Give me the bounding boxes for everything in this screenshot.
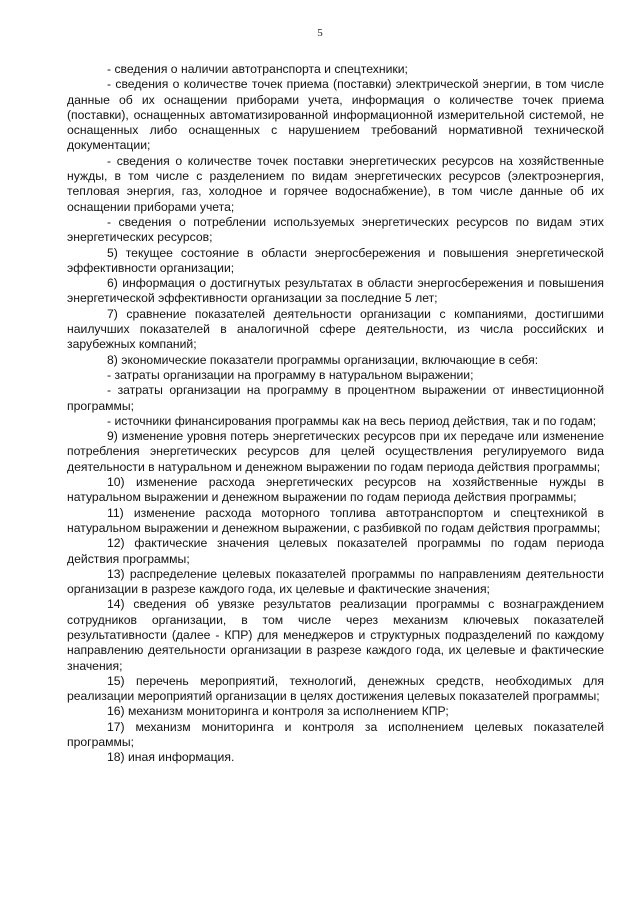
paragraph-resource-consumption: - сведения о потреблении используемых энергетических ресурсов по видам этих энергетических ресурсов;	[67, 214, 604, 245]
paragraph-item-16: 16) механизм мониторинга и контроля за исполнением КПР;	[107, 704, 449, 719]
paragraph-item-18: 18) иная информация.	[107, 750, 235, 765]
paragraph-item-13: 13) распределение целевых показателей программы по направлениям деятельности организации в разрезе каждого года, их целевые и фактические значения;	[67, 566, 604, 597]
paragraph-costs-natural: - затраты организации на программу в натуральном выражении;	[107, 367, 474, 382]
page-number: 5	[317, 27, 323, 39]
paragraph-item-15: 15) перечень мероприятий, технологий, денежных средств, необходимых для реализации мероприятий организации в целях достижения целевых показателей программы;	[67, 673, 604, 704]
paragraph-item-11: 11) изменение расхода моторного топлива автотранспортом и спецтехникой в натуральном выражении и денежном выражении, с разбивкой по годам действия программы;	[67, 505, 604, 535]
paragraph-item-14: 14) сведения об увязке результатов реализации программы с вознаграждением сотрудников организации, в том числе через механизм ключевых показателей результативности (далее - КПР) для менеджеров и структурных подразделений по каждому направлению деятельности организации в разрезе каждого года, их целевые и фактические значения;	[67, 597, 604, 673]
paragraph-item-8: 8) экономические показатели программы организации, включающие в себя:	[107, 352, 539, 367]
document-body	[67, 62, 604, 766]
paragraph-item-6: 6) информация о достигнутых результатах в области энергосбережения и повышения энергетической эффективности организации за последние 5 лет;	[67, 276, 604, 306]
paragraph-item-9: 9) изменение уровня потерь энергетических ресурсов при их передаче или изменение потребления энергетических ресурсов для целей осуществления регулируемого вида деятельности в натуральном и денежном выражении по годам периода действия программы;	[67, 429, 604, 474]
paragraph-electric-points: - сведения о количестве точек приема (поставки) электрической энергии, в том числе данные об их оснащении приборами учета, информация о количестве точек приема (поставки), оснащенных автоматизированной информационной измерительной системой, не оснащенных либо оснащенных с нарушением требований нормативной технической документации;	[67, 77, 604, 153]
paragraph-funding-sources: - источники финансирования программы как на весь период действия, так и по годам;	[107, 413, 597, 428]
paragraph-supply-points: - сведения о количестве точек поставки энергетических ресурсов на хозяйственные нужды, в том числе с разделением по видам энергетических ресурсов (электроэнергия, тепловая энергия, газ, холодное и горячее водоснабжение), в том числе данные об их оснащении приборами учета;	[67, 153, 604, 214]
paragraph-item-7: 7) сравнение показателей деятельности организации с компаниями, достигшими наилучших показателей в аналогичной сфере деятельности, из числа российских и зарубежных компаний;	[67, 306, 604, 352]
paragraph-transport: - сведения о наличии автотранспорта и спецтехники;	[107, 62, 408, 76]
paragraph-item-12: 12) фактические значения целевых показателей программы по годам периода действия программы;	[67, 536, 604, 566]
paragraph-costs-percent: - затраты организации на программу в процентном выражении от инвестиционной программы;	[67, 383, 604, 413]
paragraph-item-5: 5) текущее состояние в области энергосбережения и повышения энергетической эффективности организации;	[67, 245, 604, 275]
paragraph-item-17: 17) механизм мониторинга и контроля за исполнением целевых показателей программы;	[67, 719, 604, 750]
paragraph-item-10: 10) изменение расхода энергетических ресурсов на хозяйственные нужды в натуральном выражении и денежном выражении по годам периода действия программы;	[67, 475, 604, 505]
